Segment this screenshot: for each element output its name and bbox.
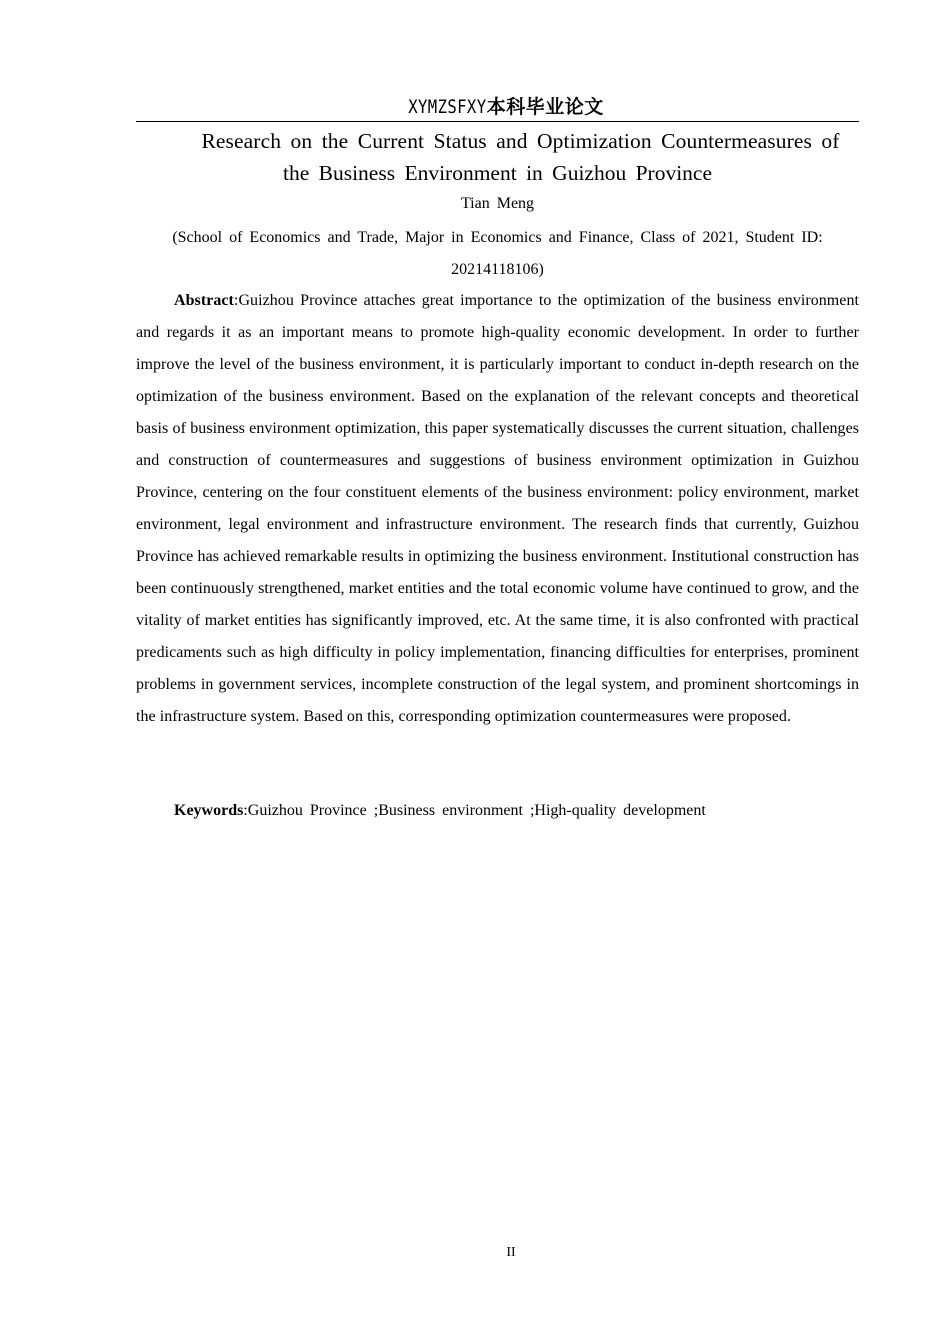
page-number: II bbox=[506, 1245, 516, 1260]
keywords-paragraph bbox=[136, 795, 859, 827]
keywords-separator: : bbox=[243, 802, 248, 819]
paper-title-line-1: Research on the Current Status and Optimization Countermeasures of bbox=[201, 129, 840, 153]
author-name: Tian Meng bbox=[460, 195, 535, 212]
abstract-separator: : bbox=[233, 292, 239, 309]
running-header-institution: XYMZSFXY bbox=[408, 96, 487, 118]
abstract-label: Abstract bbox=[174, 292, 234, 309]
paper-title-line-2: the Business Environment in Guizhou Province bbox=[282, 161, 713, 185]
paper-title bbox=[136, 125, 859, 189]
author-affiliation: (School of Economics and Trade, Major in Economics and Finance, Class of 2021, Student ID: 20214118106) bbox=[172, 229, 823, 278]
abstract-paragraph bbox=[136, 285, 859, 733]
keywords-label: Keywords bbox=[174, 802, 244, 819]
header-rule bbox=[136, 121, 859, 122]
running-header-thesis-type: 本科毕业论文 bbox=[486, 96, 604, 118]
keywords-text: Guizhou Province ;Business environment ;High-quality development bbox=[247, 802, 706, 819]
running-header bbox=[136, 92, 859, 121]
abstract-text: Guizhou Province attaches great importance to the optimization of the business environment and regards it as an important means to promote high-quality economic development. In order to further improve the level of the business environment, it is particularly important to conduct in-depth research on the optimization of the business environment. Based on the explanation of the relevant concepts and theoretical basis of business environment optimization, this paper systematically discusses the current situation, challenges and construction of countermeasures and suggestions of business environment optimization in Guizhou Province, centering on the four constituent elements of the business environment: policy environment, market environment, legal environment and infrastructure environment. The research finds that currently, Guizhou Province has achieved remarkable results in optimizing the business environment. Institutional construction has been continuously strengthened, market entities and the total economic volume have continued to grow, and the vitality of market entities has significantly improved, etc. At the same time, it is also confronted with practical predicaments such as high difficulty in policy implementation, financing difficulties for enterprises, prominent problems in government services, incomplete construction of the legal system, and prominent shortcomings in the infrastructure system. Based on this, corresponding optimization countermeasures were proposed. bbox=[136, 292, 859, 725]
